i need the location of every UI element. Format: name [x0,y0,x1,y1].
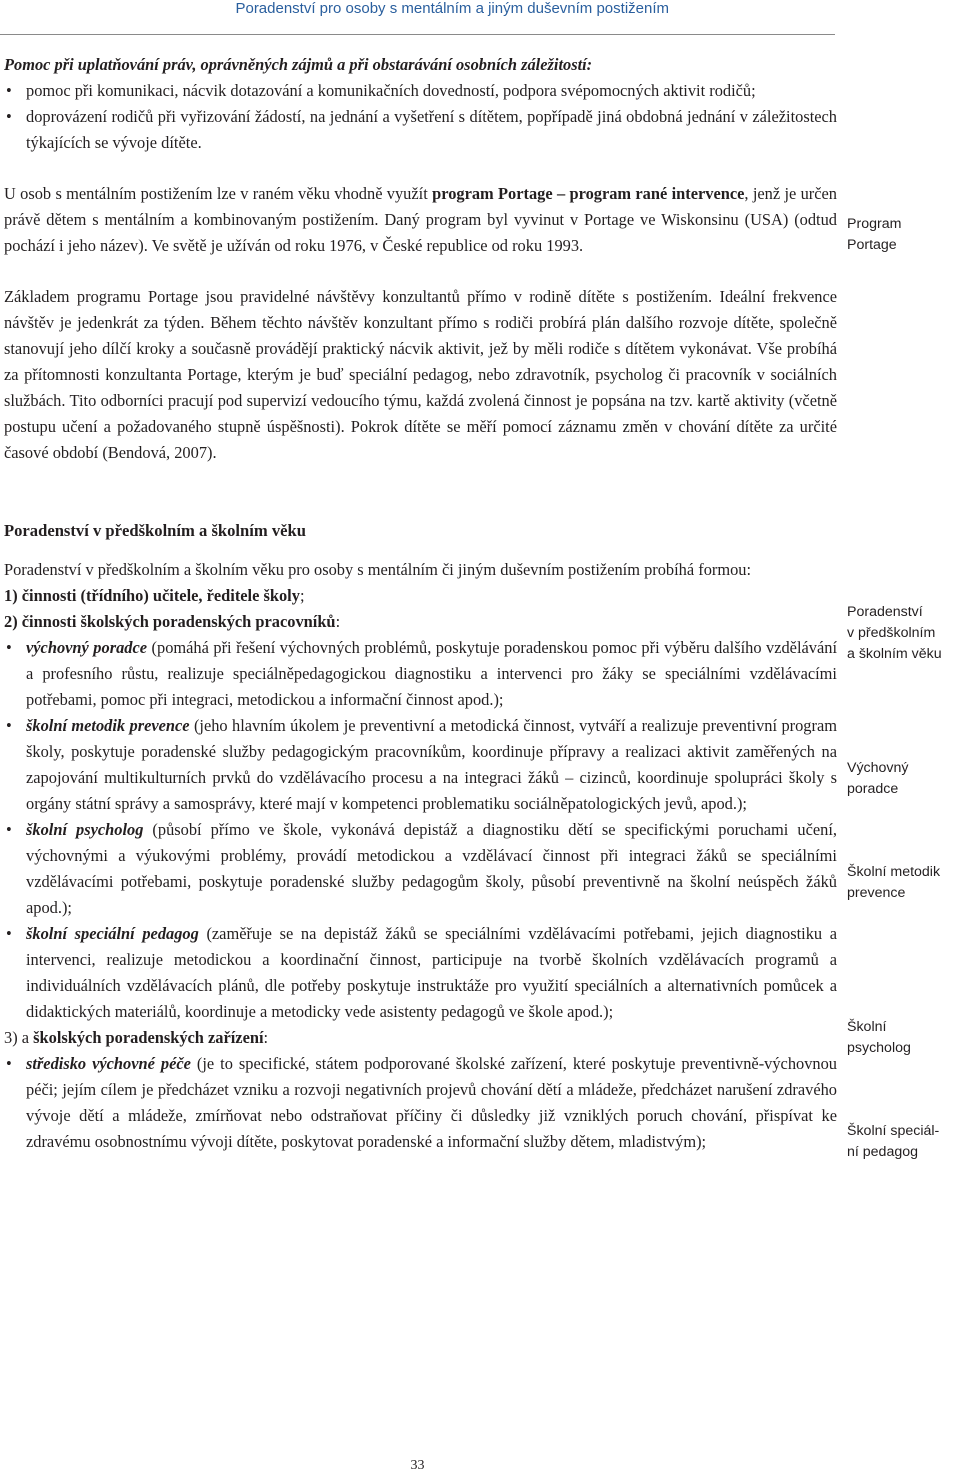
margin-note-metodik-prevence: Školní metodik prevence [847,864,941,901]
margin-note-psycholog: Školní psycholog [847,1019,911,1056]
margin-note-preschool: Poradenství v předškolním a školním věku [847,604,942,662]
margin-note-specialni-pedagog: Školní speciál- ní pedagog [847,1123,940,1160]
facility-bullet-list [4,1051,837,1155]
portage-term: program Portage – program rané intervence [432,184,745,203]
margin-note-vychovny-poradce: Výchovný poradce [847,760,909,797]
rights-bullet-list [4,78,837,156]
role-item-skolni-psycholog: • školní psycholog (působí přímo ve škole, vykonává depistáž a diagnostiku dětí se specifickými poruchami učení, výchovnými a výukovými problémy, provádí metodickou a vzdělávací činnost při integraci žáků se speciálními vzdělávacími potřebami, poskytuje poradenské služby pedagogům školy, působí preventivně na školní neúspěch žáků apod.); [4,817,837,921]
form-item-2: 2) činnosti školských poradenských pracovníků: [4,612,341,631]
portage-paragraph-1: U osob s mentálním postižením lze v raném věku vhodně využít program Portage – program rané intervence, jenž je určen právě dětem s mentálním a kombinovaným postižením. Daný program byl vyvinut v Portage ve Wiskonsinu (USA) (odtud pochází i jeho název). Ve světě je užíván od roku 1976, v České republice od roku 1993. [4,184,837,255]
page-number: 33 [410,1458,425,1473]
section-title-preschool: Poradenství v předškolním a školním věku [4,521,306,540]
main-text [4,52,837,1155]
section-title-rights: Pomoc při uplatňování práv, oprávněných zájmů a při obstarávání osobních záležitostí: [4,55,593,74]
role-item-metodik-prevence: • školní metodik prevence (jeho hlavním úkolem je preventivní a metodická činnost, vytváří a realizuje preventivní program školy, poskytuje poradenské služby pedagogickým pracovníkům, koordinuje přípravy a realizaci aktivit zaměřených na zapojování multikulturních prvků do vzdělávacího procesu a na integraci žáků – cizinců, koordinuje spolupráci školy s orgány státní správy a samosprávy, které mají v kompetenci problematiku sociálněpatologických jevů, apod.); [4,713,837,817]
list-item: • doprovázení rodičů při vyřizování žádostí, na jednání a vyšetření s dítětem, popřípadě jiná obdobná jednání v záležitostech týkajících se vývoje dítěte. [4,104,837,156]
list-item: • pomoc při komunikaci, nácvik dotazování a komunikačních dovedností, podpora svépomocných aktivit rodičů; [4,78,837,104]
preschool-intro: Poradenství v předškolním a školním věku pro osoby s mentálním či jiným duševním postižením probíhá formou: [4,560,752,579]
roles-bullet-list [4,635,837,1025]
portage-paragraph-2: Základem programu Portage jsou pravidelné návštěvy konzultantů přímo v rodině dítěte s postižením. Ideální frekvence návštěv je jedenkrát za týden. Během těchto návštěv konzultant přímo s rodiči probírá plán dalšího rozvoje dítěte, společně stanovují jeho dílčí kroky a současně provádějí praktický nácvik aktivit, jež by měli rodiče s dítětem vykonávat. Vše probíhá za přítomnosti konzultanta Portage, kterým je buď speciální pedagog, nebo zdravotník, psycholog či pracovník v sociálních službách. Tito odborníci pracují pod supervizí vedoucího týmu, každá zvolená činnost je popsána na tzv. kartě aktivity (včetně postupu učení a požadovaného stupně úspěšnosti). Pokrok dítěte se měří pomocí záznamu změn v chování dítěte za určité časové období (Bendová, 2007). [4,287,837,462]
running-header [0,0,835,35]
role-item-vychovny-poradce: • výchovný poradce (pomáhá při řešení výchovných problémů, poskytuje poradenskou pomoc při výběru dalšího vzdělávání a profesního růstu, realizuje speciálněpedagogickou diagnostiku a intervenci pro žáky se speciálními vzdělávacími potřebami, pomoc při integraci, metodickou a informační činnost apod.); [4,635,837,713]
facility-item: • středisko výchovné péče (je to specifické, státem podporované školské zařízení, které poskytuje preventivně-výchovnou péči; jejím cílem je předcházet vzniku a rozvoji negativních projevů chování dětí a mládeže, předcházet narušení zdravého vývoje dětí a mládeže, zmírňovat nebo odstraňovat příčiny či důsledky již vzniklých poruch chování, přispívat ke zdravému osobnostnímu vývoji dítěte, poskytovat poradenské a informační služby dětem, mladistvým); [4,1051,837,1155]
role-item-specialni-pedagog: • školní speciální pedagog (zaměřuje se na depistáž žáků se speciálními vzdělávacími potřebami, jejich diagnostiku a intervenci, realizuje metodickou a koordinační činnost, participuje na tvorbě školních vzdělávacích programů a individuálních vzdělávacích plánů, dle potřeby poskytuje instruktáže pro využití speciálních a alternativních pomůcek a didaktických materiálů, koordinuje a metodicky vede asistenty pedagogů ve škole apod.); [4,921,837,1025]
form-item-3: 3) a školských poradenských zařízení: [4,1028,269,1047]
running-header-title: Poradenství pro osoby s mentálním a jiným duševním postižením [235,0,669,17]
form-item-1: 1) činnosti (třídního) učitele, ředitele školy; [4,586,305,605]
margin-note-portage: Program Portage [847,216,902,253]
